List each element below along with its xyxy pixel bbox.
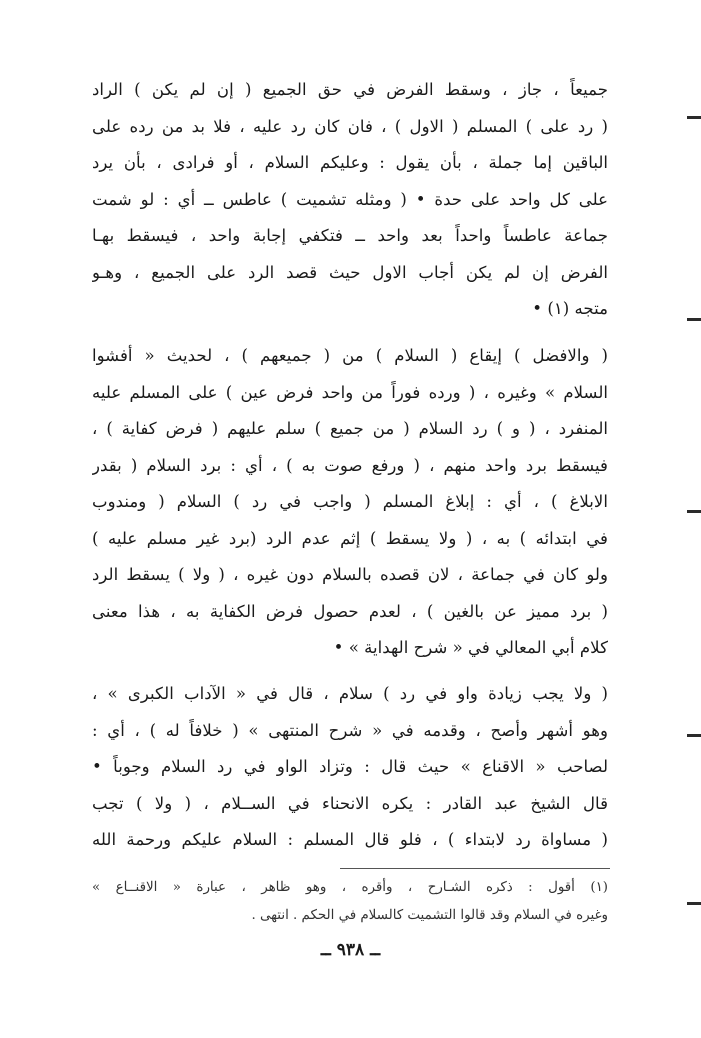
text-line: ( رد على ) المسلم ( الاول ) ، فان كان رد عليه ، فلا بد من رده على bbox=[92, 116, 608, 136]
text-line: جميعاً ، جاز ، وسقط الفرض في حق الجميع ( إن لم يكن ) الراد bbox=[92, 80, 608, 99]
margin-mark bbox=[687, 510, 701, 513]
footnote-divider bbox=[340, 868, 610, 869]
paragraph-1 bbox=[92, 72, 608, 328]
text-line: ( ولا يجب زيادة واو في رد ) سلام ، قال في « الآداب الكبرى » ، bbox=[92, 684, 608, 703]
text-line: الباقين إما جملة ، بأن يقول : وعليكم السلام ، أو فرادى ، بأن يرد bbox=[92, 153, 608, 172]
text-line: وهو أشهر وأصح ، وقدمه في « شرح المنتهى » ( خلافاً له ) ، أي : bbox=[92, 720, 608, 740]
footnote-line: (١) أقول : ذكره الشـارح ، وأقره ، وهو ظاهر ، عبارة « الاقنــاع » bbox=[92, 880, 608, 895]
text-line: الابلاغ ) ، أي : إبلاغ المسلم ( واجب في رد ) السلام ( ومندوب bbox=[92, 492, 608, 511]
text-line: السلام » وغيره ، ( ورده فوراً من واحد فرض عين ) على المسلم عليه bbox=[92, 382, 608, 402]
text-line: في ابتدائه ) به ، ( ولا يسقط ) إثم عدم الرد (برد غير مسلم عليه ) bbox=[92, 528, 608, 548]
footnotes bbox=[92, 874, 608, 930]
text-line: متجه (١) • bbox=[532, 299, 608, 318]
page-number: ــ ٩٣٨ ــ bbox=[320, 940, 381, 960]
text-line: المنفرد ، ( و ) رد السلام ( من جميع ) سلم عليهم ( فرض كفاية ) ، bbox=[92, 419, 608, 438]
text-line: ولو كان في جماعة ، لان قصده بالسلام دون غيره ، ( ولا ) يسقط الرد bbox=[92, 565, 608, 584]
text-line: كلام أبي المعالي في « شرح الهداية » • bbox=[333, 638, 608, 657]
margin-mark bbox=[687, 318, 701, 321]
text-line: الفرض إن لم يكن أجاب الاول حيث قصد الرد على الجميع ، وهـو bbox=[92, 262, 608, 282]
margin-mark bbox=[687, 902, 701, 905]
text-line: ( والافضل ) إيقاع ( السلام ) من ( جميعهم ) ، لحديث « أفشوا bbox=[92, 346, 608, 365]
text-line: لصاحب « الاقناع » حيث قال : وتزاد الواو في رد السلام وجوباً • bbox=[92, 757, 608, 776]
margin-mark bbox=[687, 734, 701, 737]
text-line: ( برد مميز عن بالغين ) ، لعدم حصول فرض الكفاية به ، هذا معنى bbox=[92, 601, 608, 621]
text-line: جماعة عاطساً واحداً بعد واحد ــ فتكفي إجابة واحد ، فيسقط بهـا bbox=[92, 226, 608, 245]
text-line: فيسقط برد واحد منهم ، ( ورفع صوت به ) ، أي : برد السلام ( بقدر bbox=[92, 455, 608, 475]
margin-mark bbox=[687, 116, 701, 119]
text-line: ( مساواة رد لابتداء ) ، فلو قال المسلم : السلام عليكم ورحمة الله bbox=[92, 830, 608, 849]
paragraph-2 bbox=[92, 338, 608, 667]
footnote-line: وغيره في السلام وقد قالوا التشميت كالسلام في الحكم . انتهى . bbox=[251, 908, 608, 923]
text-line: على كل واحد على حدة • ( ومثله تشميت ) عاطس ــ أي : لو شمت bbox=[92, 189, 608, 209]
text-line: قال الشيخ عبد القادر : يكره الانحناء في الســلام ، ( ولا ) تجب bbox=[92, 793, 608, 813]
paragraph-3 bbox=[92, 676, 608, 859]
